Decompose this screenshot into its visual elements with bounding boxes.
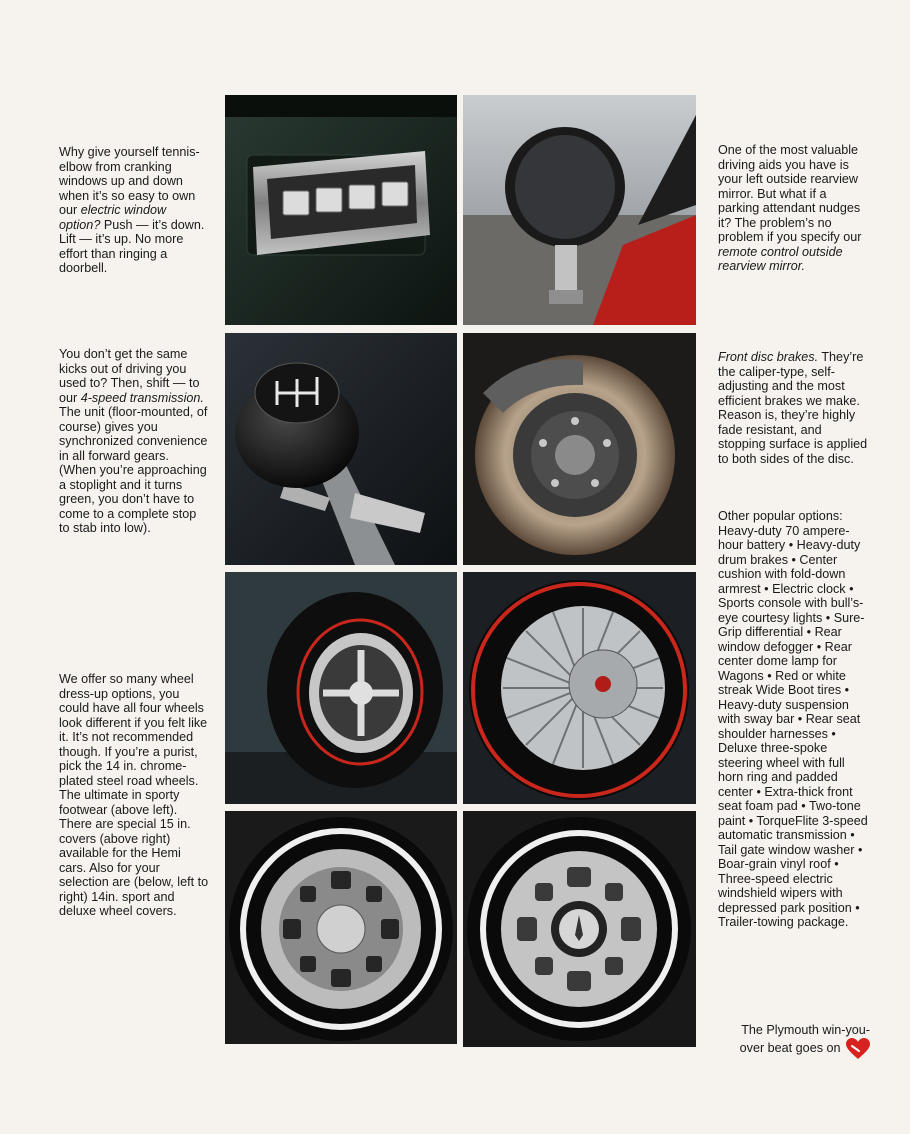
brakes-copy: Front disc brakes. They’re the caliper-type, self-adjusting and the most efficient brakes we make. Reason is, they’re highly fade resistant, and stopping surface is applied to both sides of the disc. <box>718 350 868 466</box>
road-wheel-photo <box>225 572 457 804</box>
closing-slogan: The Plymouth win-you-over beat goes on <box>718 1023 870 1060</box>
window-switch-photo <box>225 95 457 325</box>
mirror-copy: One of the most valuable driving aids you have is your left outside rearview mirror. But what if a parking attendant nudges it? The problem’s no problem if you specify our remote control outside rearview mirror. <box>718 143 862 273</box>
wheels-copy: We offer so many wheel dress-up options, you could have all four wheels look different if you felt like it. It’s not recommended though. If you’re a purist, pick the 14 in. chrome-plated steel road wheels. The ultimate in sporty footwear (above left). There are special 15 in. covers (above right) available for the Hemi cars. Also for your selection are (below, left to right) 14in. sport and deluxe wheel covers. <box>59 672 209 918</box>
deluxe-wheel-cover-photo <box>463 811 696 1047</box>
options-copy: Other popular options: Heavy-duty 70 ampere-hour battery • Heavy-duty drum brakes • Center cushion with fold-down armrest • Electric clock • Sports console with bull’s-eye courtesy lights • Sure-Grip differential • Rear window defogger • Rear center dome lamp for Wagons • Red or white streak Wide Boot tires • Heavy-duty suspension with sway bar • Rear seat shoulder harnesses • Deluxe three-spoke steering wheel with full horn ring and padded center • Extra-thick front seat foam pad • Two-tone paint • TorqueFlite 3-speed automatic transmission • Tail gate window washer • Boar-grain vinyl roof • Three-speed electric windshield wipers with depressed park position • Trailer-towing package. <box>718 509 868 929</box>
shift-knob-photo <box>225 333 457 565</box>
heart-icon <box>846 1038 870 1060</box>
shift-copy: You don’t get the same kicks out of driving you used to? Then, shift — to our 4-speed transmission. The unit (floor-mounted, of course) gives you synchronized convenience in all forward gears. (When you’re approaching a stoplight and it turns green, you don’t have to come to a complete stop to stab into low). <box>59 347 208 535</box>
windows-copy: Why give yourself tennis-elbow from cranking windows up and down when it’s so easy to own our electric window option? Push — it’s down. Lift — it’s up. No more effort than ringing a doorbell. <box>59 145 205 275</box>
sport-wheel-cover-photo <box>225 811 457 1044</box>
rearview-mirror-photo <box>463 95 696 325</box>
disc-brake-photo <box>463 333 696 565</box>
hemi-wheel-cover-photo <box>463 572 696 804</box>
